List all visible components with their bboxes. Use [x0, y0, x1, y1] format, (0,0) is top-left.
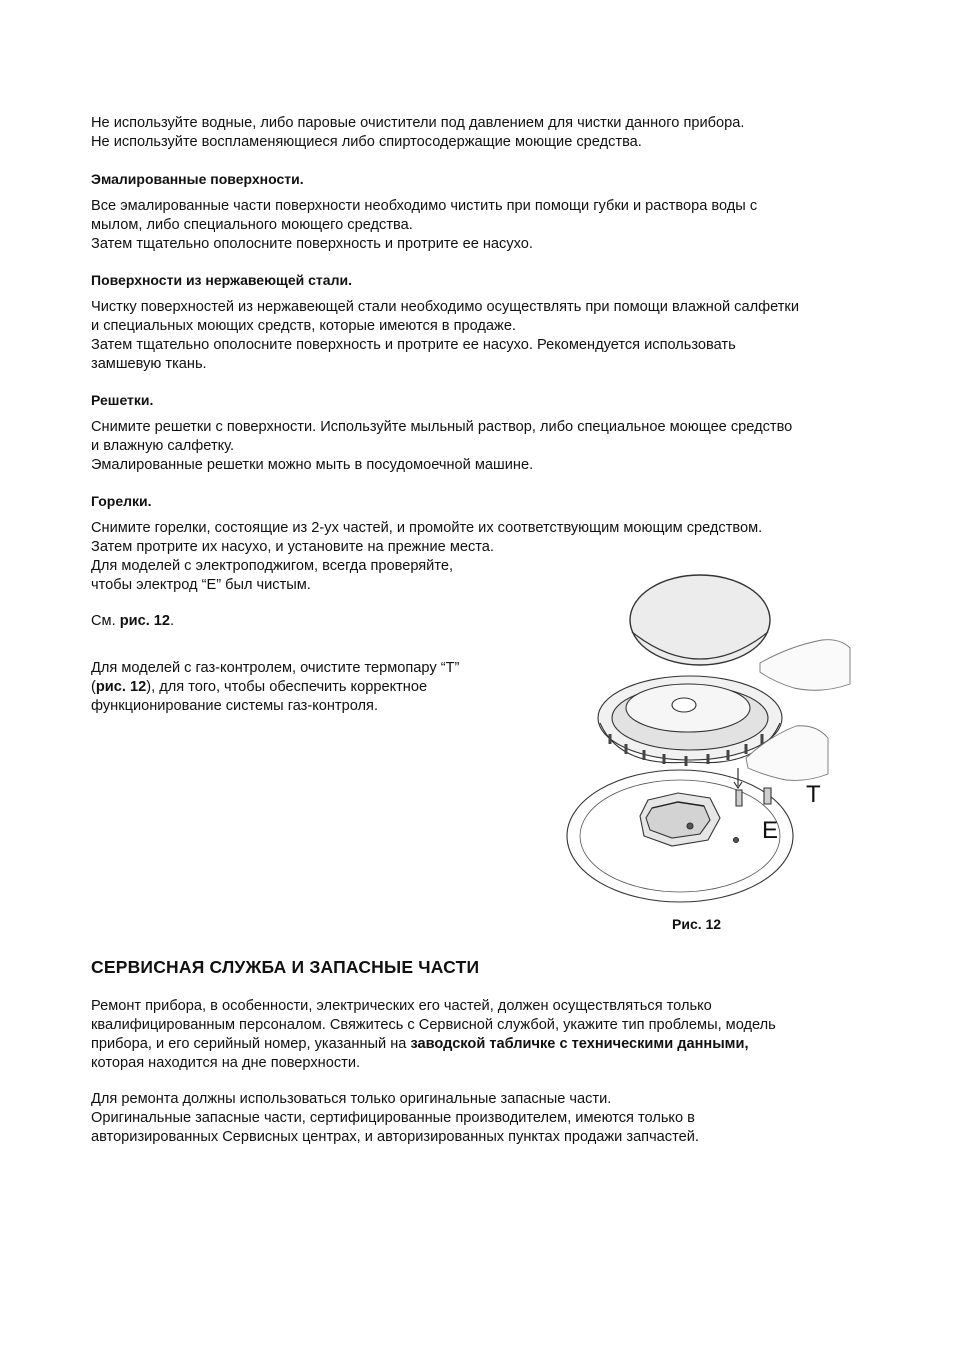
service-paragraph-1 — [91, 997, 881, 1073]
enamel-line: Все эмалированные части поверхности необходимо чистить при помощи губки и раствора воды с — [91, 198, 758, 214]
service-line: Ремонт прибора, в особенности, электрических его частей, должен осуществляться только — [91, 998, 712, 1014]
steel-paragraph — [91, 298, 881, 374]
service-line — [91, 1035, 881, 1054]
service-heading: СЕРВИСНАЯ СЛУЖБА И ЗАПАСНЫЕ ЧАСТИ — [91, 957, 480, 977]
enamel-line: мылом, либо специального моющего средства. — [91, 217, 413, 233]
electrode — [736, 790, 742, 806]
service-line: квалифицированным персоналом. Свяжитесь с Сервисной службой, укажите тип проблемы, модель — [91, 1017, 776, 1033]
burners-section — [91, 492, 881, 511]
label-t: T — [806, 781, 821, 808]
service-line: Для ремонта должны использоваться только оригинальные запасные части. — [91, 1091, 612, 1107]
service-line: авторизированных Сервисных центрах, и авторизированных пунктах продажи запчастей. — [91, 1129, 699, 1145]
service-line: которая находится на дне поверхности. — [91, 1055, 361, 1071]
enamel-line: Затем тщательно ополосните поверхность и протрите ее насухо. — [91, 236, 533, 252]
service-section — [91, 958, 881, 977]
intro-line: Не используйте воспламеняющиеся либо спиртосодержащие моющие средства. — [91, 134, 642, 150]
gas-control-paragraph — [91, 659, 511, 716]
steel-heading: Поверхности из нержавеющей стали. — [91, 272, 352, 288]
burners-heading: Горелки. — [91, 493, 152, 509]
steel-line: Затем тщательно ополосните поверхность и протрите ее насухо. Рекомендуется использовать — [91, 337, 736, 353]
thermocouple — [764, 788, 771, 804]
gas-control-text: ), для того, чтобы обеспечить корректное — [146, 679, 428, 695]
rating-plate-reference: заводской табличке с техническими данными, — [410, 1036, 749, 1052]
enamel-heading: Эмалированные поверхности. — [91, 171, 304, 187]
service-text: прибора, и его серийный номер, указанный на — [91, 1036, 411, 1052]
burners-line: чтобы электрод “E” был чистым. — [91, 577, 311, 593]
service-paragraph-2 — [91, 1090, 881, 1147]
figure-reference: рис. 12 — [119, 613, 171, 629]
gas-control-line: функционирование системы газ-контроля. — [91, 698, 379, 714]
figure-caption: Рис. 12 — [672, 916, 722, 932]
figure-reference: рис. 12 — [95, 679, 147, 695]
steel-line: Чистку поверхностей из нержавеющей стали необходимо осуществлять при помощи влажной салфетки — [91, 299, 799, 315]
steel-section — [91, 271, 881, 290]
grates-line: Эмалированные решетки можно мыть в посудомоечной машине. — [91, 457, 534, 473]
service-line: Оригинальные запасные части, сертифицированные производителем, имеются только в — [91, 1110, 695, 1126]
burner-cap — [630, 575, 770, 665]
steel-line: замшевую ткань. — [91, 356, 207, 372]
gas-control-line: Для моделей с газ-контролем, очистите термопару “T” — [91, 660, 460, 676]
steel-line: и специальных моющих средств, которые имеются в продаже. — [91, 318, 516, 334]
grates-line: и влажную салфетку. — [91, 438, 235, 454]
grates-heading: Решетки. — [91, 392, 154, 408]
enamel-section — [91, 170, 881, 189]
grates-paragraph — [91, 418, 881, 475]
see-prefix: См. — [91, 613, 120, 629]
burner-illustration — [560, 568, 854, 916]
burner-diagram — [560, 568, 854, 916]
burners-line: Затем протрите их насухо, и установите на прежние места. — [91, 539, 494, 555]
grates-section — [91, 391, 881, 410]
label-e: E — [762, 817, 779, 844]
paren-open: ( — [91, 679, 96, 695]
burners-line: Для моделей с электроподжигом, всегда проверяйте, — [91, 558, 454, 574]
enamel-paragraph — [91, 197, 881, 254]
see-suffix: . — [170, 613, 175, 629]
intro-line: Не используйте водные, либо паровые очистители под давлением для чистки данного прибора. — [91, 115, 745, 131]
burners-line: Снимите горелки, состоящие из 2-ух частей, и промойте их соответствующим моющим средством. — [91, 520, 763, 536]
hand-upper — [760, 640, 850, 691]
grates-line: Снимите решетки с поверхности. Используйте мыльный раствор, либо специальное моющее средство — [91, 419, 793, 435]
gas-control-line — [91, 678, 511, 697]
intro-paragraph — [91, 114, 881, 152]
